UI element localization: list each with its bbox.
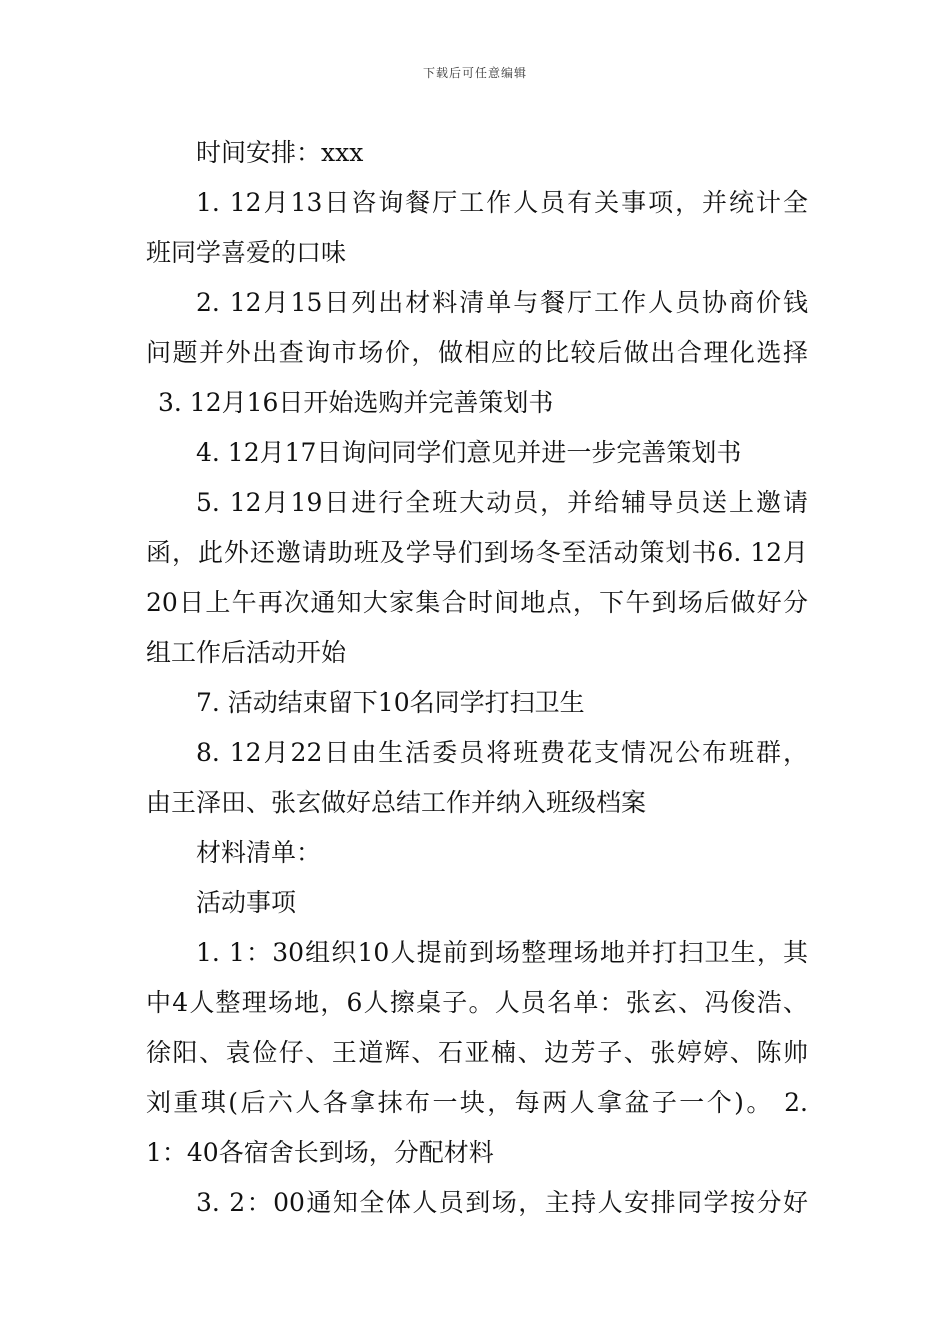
paragraph-line: 组工作后活动开始 bbox=[146, 638, 347, 667]
paragraph-line: 函，此外还邀请助班及学导们到场冬至活动策划书6. 12月 bbox=[146, 538, 808, 567]
paragraph-line: 问题并外出查询市场价，做相应的比较后做出合理化选择 bbox=[146, 338, 808, 367]
paragraph-line: 5. 12月19日进行全班大动员，并给辅导员送上邀请 bbox=[196, 488, 808, 517]
paragraph-line: 3. 2：00通知全体人员到场，主持人安排同学按分好 bbox=[196, 1188, 808, 1217]
paragraph-line: 1. 12月13日咨询餐厅工作人员有关事项，并统计全 bbox=[196, 188, 808, 217]
header-note: 下载后可任意编辑 bbox=[422, 66, 527, 80]
document-body bbox=[146, 128, 808, 1228]
paragraph-line: 20日上午再次通知大家集合时间地点，下午到场后做好分 bbox=[146, 588, 808, 617]
paragraph-line: 7. 活动结束留下10名同学打扫卫生 bbox=[196, 688, 585, 717]
paragraph-line: 3. 12月16日开始选购并完善策划书 bbox=[158, 388, 554, 417]
paragraph-line: 1：40各宿舍长到场，分配材料 bbox=[146, 1138, 494, 1167]
paragraph-line: 由王泽田、张玄做好总结工作并纳入班级档案 bbox=[146, 788, 647, 817]
schedule-heading: 时间安排：xxx bbox=[196, 138, 364, 167]
paragraph-line: 中4人整理场地，6人擦桌子。人员名单：张玄、冯俊浩、 bbox=[146, 988, 808, 1017]
paragraph-line: 班同学喜爱的口味 bbox=[146, 238, 347, 267]
materials-heading: 材料清单： bbox=[196, 838, 322, 867]
activities-heading: 活动事项 bbox=[196, 888, 297, 917]
paragraph-line: 2. 12月15日列出材料清单与餐厅工作人员协商价钱 bbox=[196, 288, 808, 317]
paragraph-line: 刘重琪(后六人各拿抹布一块，每两人拿盆子一个)。 2. bbox=[146, 1088, 808, 1117]
paragraph-line: 1. 1：30组织10人提前到场整理场地并打扫卫生，其 bbox=[196, 938, 808, 967]
paragraph-line: 4. 12月17日询问同学们意见并进一步完善策划书 bbox=[196, 438, 742, 467]
paragraph-line: 徐阳、袁俭仔、王道辉、石亚楠、边芳子、张婷婷、陈帅 bbox=[146, 1038, 808, 1067]
paragraph-line: 8. 12月22日由生活委员将班费花支情况公布班群， bbox=[196, 738, 808, 767]
